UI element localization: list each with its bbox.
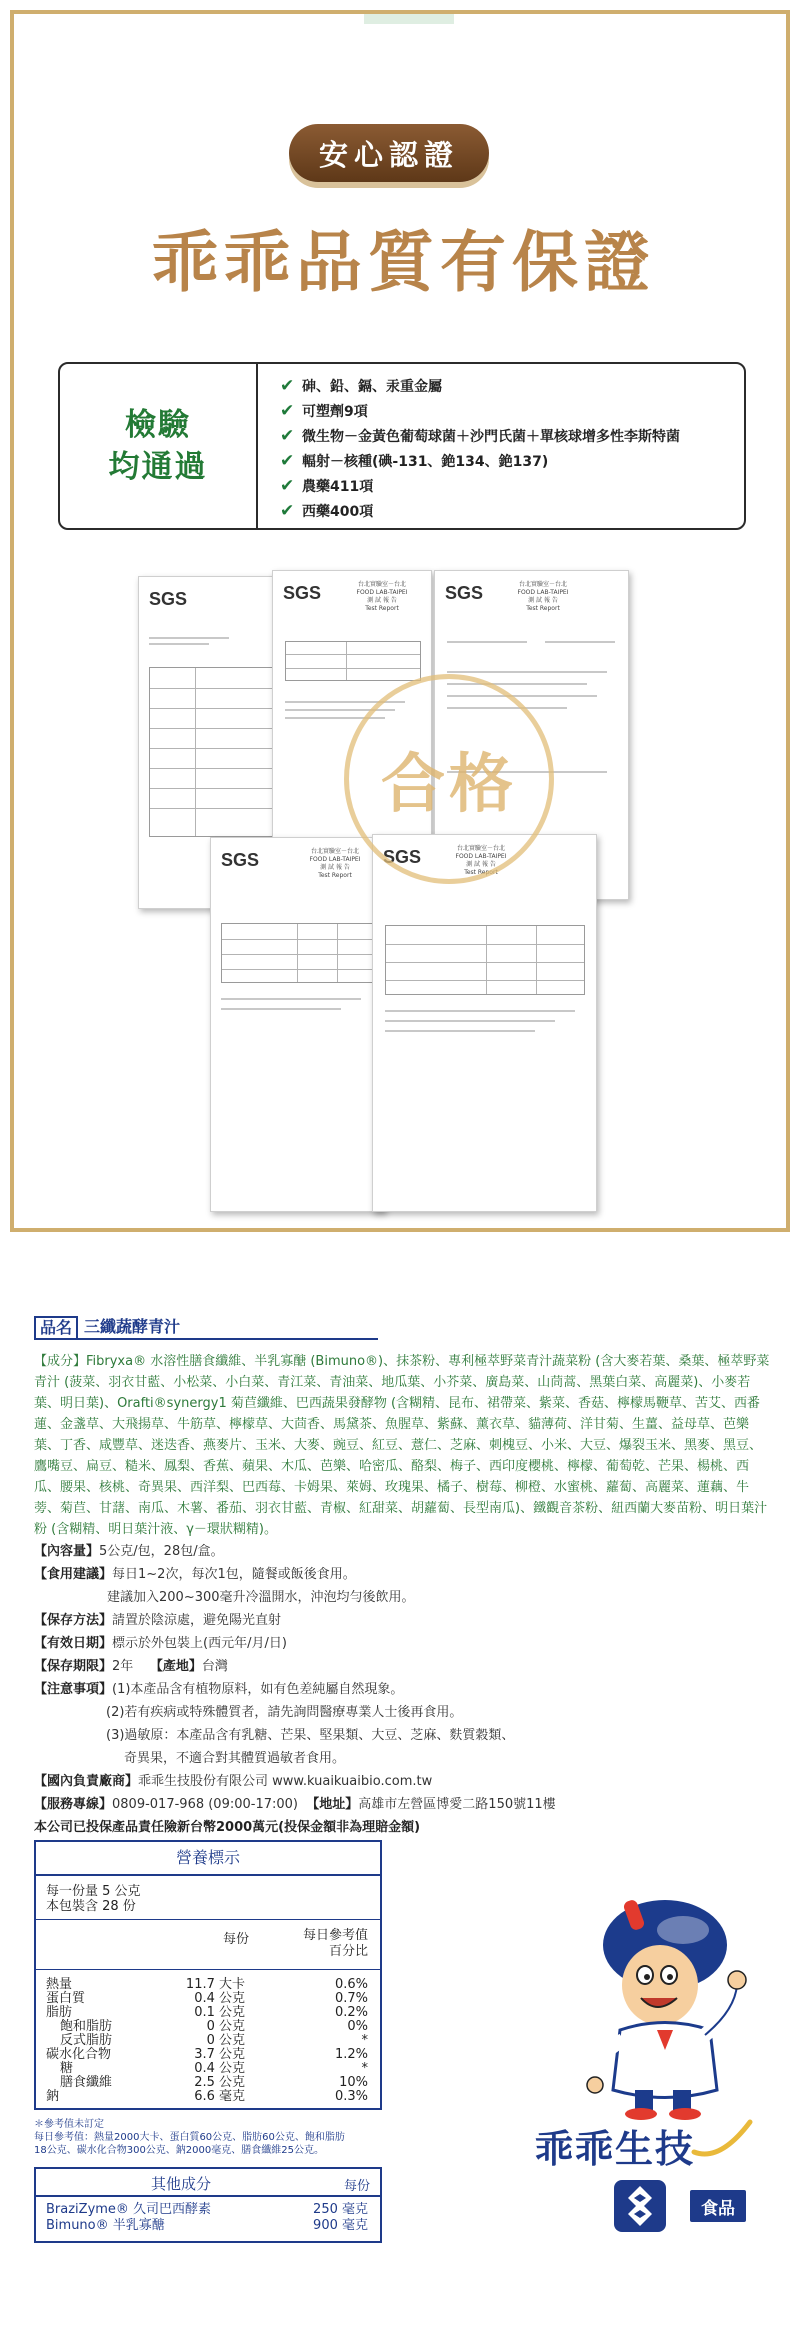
sgs-logo: SGS bbox=[383, 847, 422, 867]
manufacturer-line: 【國內負責廠商】乖乖生技股份有限公司 www.kuaikuaibio.com.tw bbox=[34, 1774, 433, 1789]
nutrient-name: 膳食纖維 bbox=[60, 2075, 113, 2090]
nutrition-row bbox=[36, 1992, 380, 2006]
nutrient-value: 0 公克 bbox=[206, 2033, 245, 2048]
test-passed-label bbox=[60, 364, 258, 528]
nutrient-value: 6.6 毫克 bbox=[194, 2089, 245, 2104]
test-label-line1: 檢驗 bbox=[125, 407, 191, 443]
nutrition-row bbox=[36, 2076, 380, 2090]
sgs-logo: SGS bbox=[149, 589, 188, 609]
nutrient-daily-percent: 0.6% bbox=[334, 1977, 368, 1992]
nutrient-name: 熱量 bbox=[46, 1977, 73, 1992]
certification-badge: 安心認證 bbox=[289, 124, 489, 182]
check-icon: ✔ bbox=[280, 375, 295, 396]
nutrition-table bbox=[34, 1840, 382, 2110]
report-header: 台北實驗室－台北 FOOD LAB-TAIPEI 測 試 報 告 Test Report bbox=[356, 581, 408, 612]
test-items-list bbox=[280, 373, 680, 523]
nutrition-title: 營養標示 bbox=[36, 1842, 380, 1876]
test-item: ✔ 砷、鉛、鎘、汞重金屬 bbox=[280, 375, 442, 396]
usage-line: 【食用建議】每日1~2次，每次1包，隨餐或飯後食用。 bbox=[34, 1567, 356, 1582]
nutrient-name: 蛋白質 bbox=[46, 1991, 86, 2006]
nutrition-row bbox=[36, 1978, 380, 1992]
other-ingredients-unit: 每份 bbox=[343, 2179, 370, 2194]
product-name-label: 品名 bbox=[34, 1316, 78, 1340]
test-item: ✔ 輻射－核種(碘-131、銫134、銫137) bbox=[280, 450, 549, 471]
approved-stamp: 合格 bbox=[344, 674, 554, 884]
nutrient-daily-percent: 0% bbox=[347, 2019, 368, 2034]
test-item: ✔ 西藥400項 bbox=[280, 500, 374, 521]
report-header: 台北實驗室－台北 FOOD LAB-TAIPEI 測 試 報 告 Test Report bbox=[455, 845, 507, 876]
nutrient-name: 糖 bbox=[60, 2061, 74, 2076]
health-food-mark-icon bbox=[612, 2178, 668, 2234]
notes-line: (2)若有疾病或特殊體質者，請先詢問醫療專業人士後再食用。 bbox=[106, 1705, 463, 1720]
nutrient-daily-percent: 0.3% bbox=[334, 2089, 368, 2104]
brand-swoosh-icon bbox=[690, 2112, 760, 2162]
check-icon: ✔ bbox=[280, 475, 295, 496]
other-ingredients-header bbox=[36, 2169, 380, 2197]
storage-line: 【保存方法】請置於陰涼處，避免陽光直射 bbox=[34, 1613, 282, 1628]
test-item: ✔ 可塑劑9項 bbox=[280, 400, 368, 421]
other-ingredients-title: 其他成分 bbox=[150, 2175, 211, 2193]
expiry-line: 【有效日期】標示於外包裝上(西元年/月/日) bbox=[34, 1636, 287, 1651]
product-name: 三纖蔬酵青汁 bbox=[78, 1316, 378, 1340]
per-serving-header: 每份 bbox=[223, 1932, 250, 1947]
nutrition-header bbox=[36, 1920, 380, 1970]
test-item: ✔ 農藥411項 bbox=[280, 475, 374, 496]
nutrient-value: 3.7 公克 bbox=[194, 2047, 245, 2062]
serving-info bbox=[36, 1876, 380, 1920]
test-report-sheet bbox=[372, 834, 597, 1212]
test-report-sheet bbox=[210, 837, 385, 1212]
brand-logo-text: 乖乖生技 bbox=[535, 2127, 696, 2171]
test-label-line2: 均通過 bbox=[108, 449, 208, 485]
check-icon: ✔ bbox=[280, 425, 295, 446]
product-info bbox=[34, 1315, 774, 1839]
ingredients: 【成分】Fibryxa® 水溶性膳食纖維、半乳寡醣 (Bimuno®)、抹茶粉、專利極萃野菜青汁蔬菜粉 (含大麥若葉、桑葉、極萃野菜青汁 (菠菜、羽衣甘藍、小松菜、小白菜、青江菜、青油菜、地瓜葉、小芥菜、廣島菜、山茼蒿、黑葉白菜、高麗菜)、小麥若葉、明日葉)、Orafti®synergy1 菊苣纖維、巴西蔬果發酵物 (含糊精、昆布、裙帶菜、紫菜、香菇、檸檬馬鞭草、苦艾、西番蓮、金盞草、大飛揚草、牛筋草、檸檬草、大茴香、馬黛茶、魚腥草、紫蘇、薰衣草、貓薄荷、洋甘菊、生薑、益母草、芭樂葉、丁香、咸豐草、迷迭香、燕麥片、玉米、大麥、豌豆、紅豆、薏仁、芝麻、刺槐豆、小米、大豆、爆裂玉米、黑麥、黑豆、鷹嘴豆、扁豆、糙米、鳳梨、香蕉、蘋果、木瓜、芭樂、哈密瓜、酪梨、梅子、西印度櫻桃、檸檬、葡萄乾、芒果、楊桃、西瓜、腰果、核桃、奇異果、西洋梨、巴西莓、卡姆果、萊姆、玫瑰果、橘子、樹莓、柳橙、水蜜桃、蘿蔔、高麗菜、蓮藕、牛蒡、菊苣、甘藷、南瓜、木薯、番茄、羽衣甘藍、青椒、紅甜菜、胡蘿蔔、長型南瓜)、鐵觀音茶粉、紐西蘭大麥苗粉、明日葉汁粉 (含糊精、明日葉汁液、γ－環狀糊精)。 bbox=[34, 1354, 770, 1537]
test-item: ✔ 微生物－金黃色葡萄球菌＋沙門氏菌＋單核球增多性李斯特菌 bbox=[280, 425, 680, 446]
nutrition-row bbox=[36, 2034, 380, 2048]
notes-line: (3)過敏原：本產品含有乳糖、芒果、堅果類、大豆、芝麻、麩質穀類、 bbox=[106, 1728, 515, 1743]
nutrition-row bbox=[36, 2006, 380, 2020]
nutrient-daily-percent: * bbox=[361, 2033, 368, 2048]
nutrient-name: 脂肪 bbox=[46, 2005, 73, 2020]
shelf-life-line: 【保存期限】2年 【產地】台灣 bbox=[34, 1659, 228, 1674]
nutrition-row bbox=[36, 2048, 380, 2062]
mascot-illustration bbox=[565, 1890, 765, 2120]
reference-note: ＊參考值未訂定 每日參考值：熱量2000大卡、蛋白質60公克、脂肪60公克、飽和脂肪 18公克、碳水化合物300公克、鈉2000毫克、膳食纖維25公克。 bbox=[34, 2119, 345, 2156]
nutrient-daily-percent: 10% bbox=[339, 2075, 368, 2090]
nutrient-daily-percent: 0.2% bbox=[334, 2005, 368, 2020]
nutrient-daily-percent: 0.7% bbox=[334, 1991, 368, 2006]
quality-headline: 乖乖品質有保證 bbox=[152, 223, 656, 301]
nutrient-daily-percent: 1.2% bbox=[334, 2047, 368, 2062]
usage-line-2: 建議加入200~300毫升冷溫開水，沖泡均勻後飲用。 bbox=[107, 1590, 415, 1605]
nutrient-value: 0 公克 bbox=[206, 2019, 245, 2034]
servings-per-pack: 本包裝含 28 份 bbox=[46, 1899, 136, 1914]
sgs-logo: SGS bbox=[445, 583, 484, 603]
report-header: 台北實驗室－台北 FOOD LAB-TAIPEI 測 試 報 告 Test Report bbox=[309, 848, 361, 879]
nutrient-value: 11.7 大卡 bbox=[185, 1977, 245, 1992]
food-badge: 食品 bbox=[690, 2190, 746, 2222]
nutrient-value: 0.4 公克 bbox=[194, 2061, 245, 2076]
check-icon: ✔ bbox=[280, 400, 295, 421]
certification-panel bbox=[10, 10, 790, 1232]
nutrient-name: 飽和脂肪 bbox=[60, 2019, 113, 2034]
product-name-row bbox=[34, 1315, 774, 1341]
nutrient-value: 2.5 公克 bbox=[194, 2075, 245, 2090]
notes-line: 奇異果，不適合對其體質過敏者食用。 bbox=[124, 1751, 346, 1766]
nutrition-row bbox=[36, 2090, 380, 2104]
report-header: 台北實驗室－台北 FOOD LAB-TAIPEI 測 試 報 告 Test Report bbox=[517, 581, 569, 612]
nutrient-value: 0.4 公克 bbox=[194, 1991, 245, 2006]
content-line: 【內容量】5公克/包，28包/盒。 bbox=[34, 1544, 224, 1559]
nutrient-name: 反式脂肪 bbox=[60, 2033, 113, 2048]
sgs-logo: SGS bbox=[283, 583, 322, 603]
check-icon: ✔ bbox=[280, 450, 295, 471]
top-tab-decoration bbox=[364, 14, 454, 24]
nutrient-daily-percent: * bbox=[361, 2061, 368, 2076]
sgs-logo: SGS bbox=[221, 850, 260, 870]
insurance-statement: 本公司已投保產品責任險新台幣2000萬元(投保金額非為理賠金額) bbox=[34, 1820, 421, 1835]
nutrient-name: 碳水化合物 bbox=[46, 2047, 112, 2062]
other-ingredient-row: Bimuno® 半乳寡醣 900 毫克 bbox=[46, 2218, 368, 2233]
nutrient-value: 0.1 公克 bbox=[194, 2005, 245, 2020]
nutrition-rows bbox=[36, 1970, 380, 2104]
serving-size: 每一份量 5 公克 bbox=[46, 1884, 141, 1899]
notes-line: 【注意事項】(1)本產品含有植物原料，如有色差純屬自然現象。 bbox=[34, 1682, 404, 1697]
other-ingredient-row: BraziZyme® 久司巴西酵素 250 毫克 bbox=[46, 2202, 368, 2217]
check-icon: ✔ bbox=[280, 500, 295, 521]
daily-value-header: 每日參考值 百分比 bbox=[302, 1928, 368, 1959]
nutrition-row bbox=[36, 2062, 380, 2076]
nutrient-name: 鈉 bbox=[46, 2089, 60, 2104]
other-ingredients-table bbox=[34, 2167, 382, 2243]
nutrition-row bbox=[36, 2020, 380, 2034]
test-results-box bbox=[58, 362, 746, 530]
service-line: 【服務專線】0809-017-968 (09:00-17:00) 【地址】高雄市左營區博愛二路150號11樓 bbox=[34, 1797, 556, 1812]
